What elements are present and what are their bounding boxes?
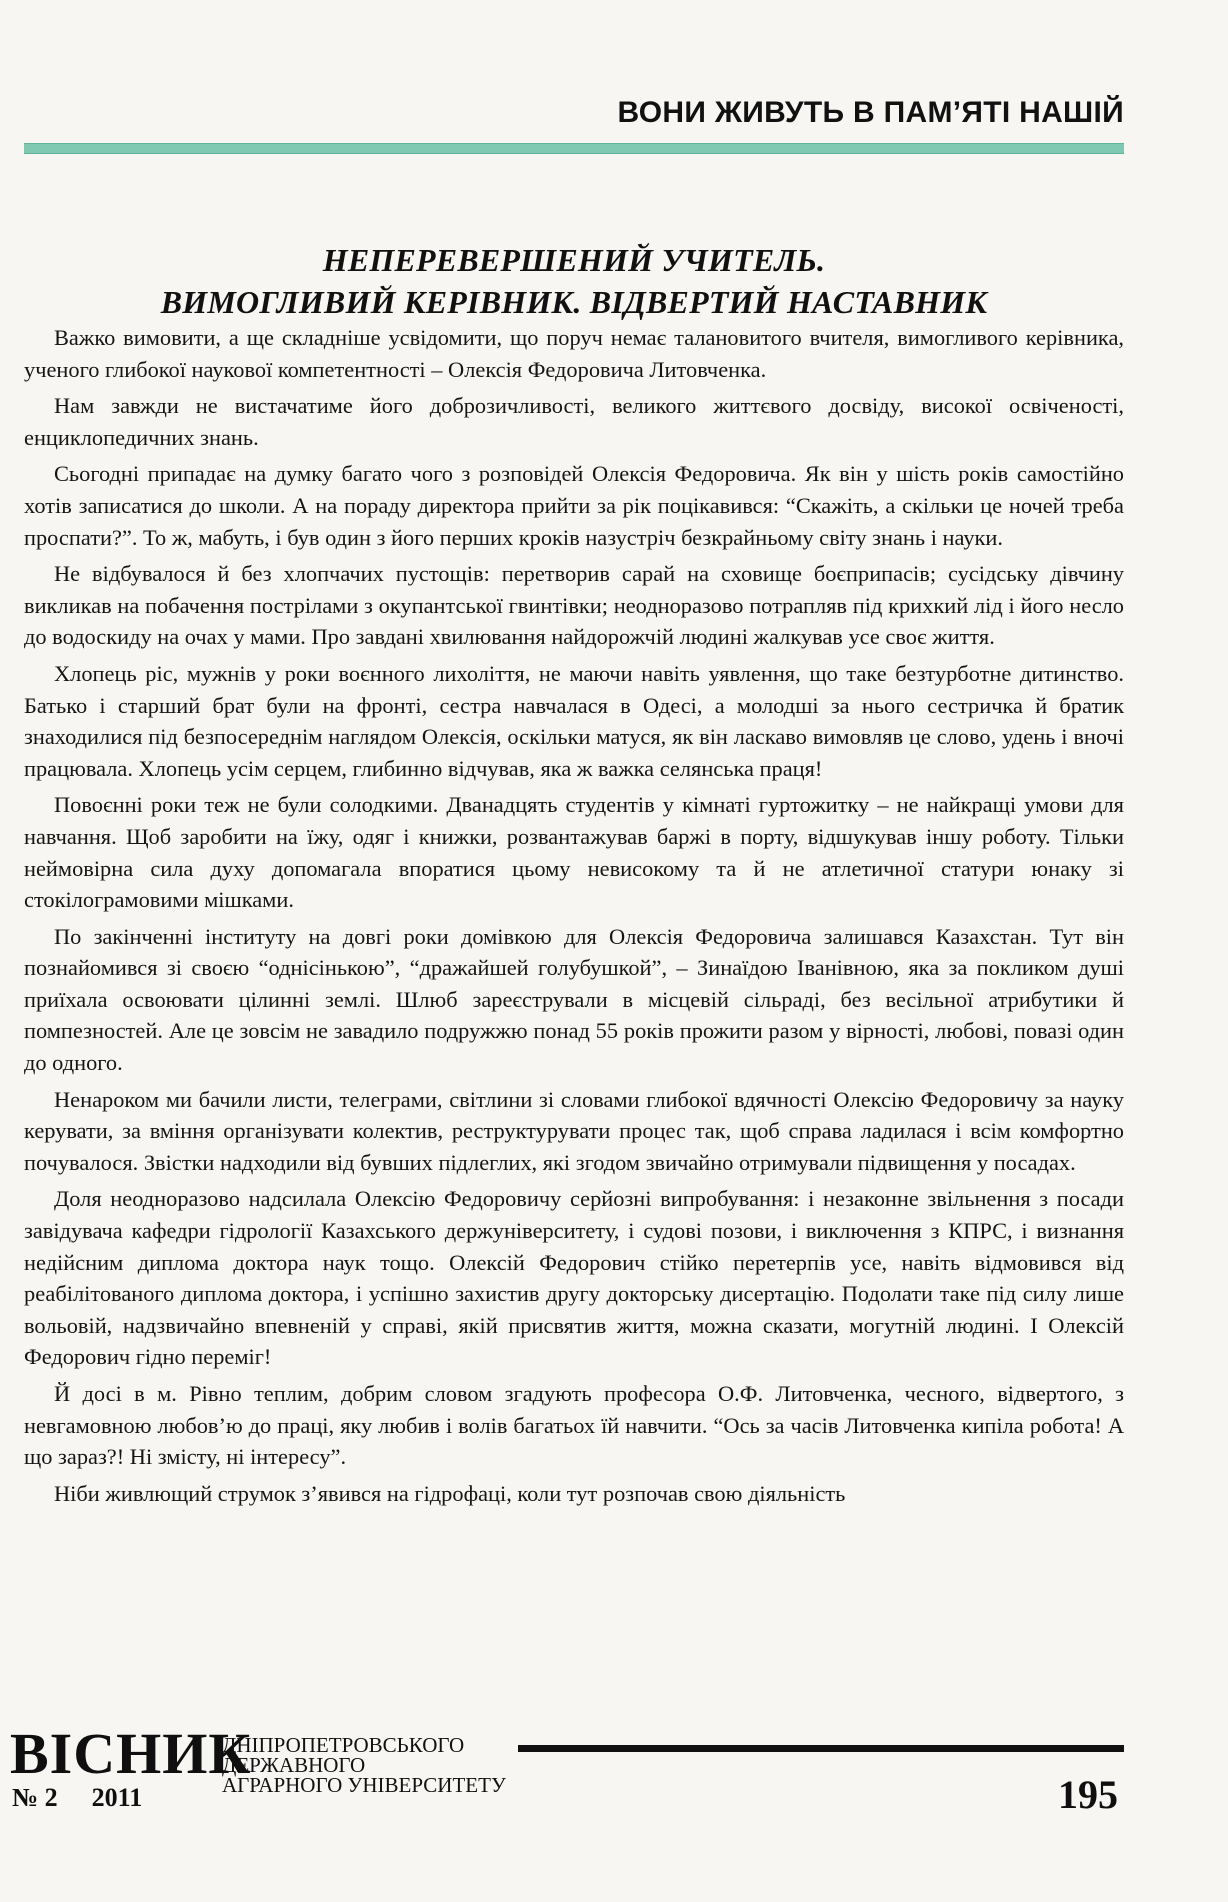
- paragraph: Нам завжди не вистачатиме його доброзичливості, великого життєвого досвіду, високої освіченості, енциклопедичних знань.: [24, 393, 1124, 450]
- publisher-line-1: ДНІПРОПЕТРОВСЬКОГО: [222, 1733, 465, 1757]
- paragraph: Ніби живлющий струмок з’явився на гідрофаці, коли тут розпочав свою діяльність: [54, 1480, 846, 1506]
- header-rule: [24, 143, 1124, 154]
- paragraph: По закінченні інституту на довгі роки домівкою для Олексія Федоровича залишався Казахстан. Тут він познайомився зі своєю “однісінькою”, “дражайшей голубушкой”, – Зинаїдою Іванівною, яка за покликом душі приїхала освоювати цілинні землі. Шлюб зареєстрували в місцевій сільраді, без весільної атрибутики й помпезностей. Але це зовсім не завадило подружжю понад 55 років прожити разом у вірності, любові, повазі один до одного.: [24, 923, 1124, 1076]
- paragraph: Сьогодні припадає на думку багато чого з розповідей Олексія Федоровича. Як він у шість років самостійно хотів записатися до школи. А на пораду директора прийти за рік поцікавився: “Скажіть, а скільки це ночей треба проспати?”. То ж, мабуть, і був один з його перших кроків назустріч безкрайньому світу знань і науки.: [24, 461, 1124, 550]
- article-title: [24, 239, 1124, 323]
- page-footer: [0, 1721, 1228, 1845]
- article-title-line-1: НЕПЕРЕВЕРШЕНИЙ УЧИТЕЛЬ.: [322, 242, 826, 279]
- article-title-line-2: ВИМОГЛИВИЙ КЕРІВНИК. ВІДВЕРТИЙ НАСТАВНИК: [160, 284, 988, 321]
- paragraph: Повоєнні роки теж не були солодкими. Дванадцять студентів у кімнаті гуртожитку – не найкращі умови для навчання. Щоб заробити на їжу, одяг і книжки, розвантажував баржі в порту, відшукував іншу роботу. Тільки неймовірна сила духу допомагала впоратися цьому невисокому та й не атлетичної статури юнаку зі стокілограмовими мішками.: [24, 792, 1124, 913]
- publisher-line-2: ДЕРЖАВНОГО: [222, 1753, 366, 1777]
- issue-line: [12, 1783, 142, 1813]
- paragraph: Не відбувалося й без хлопчачих пустощів: перетворив сарай на сховище боєприпасів; сусідську дівчину викликав на побачення пострілами з окупантської гвинтівки; неодноразово потрапляв під крихкий лід і його несло до водоскиду на очах у мами. Про завдані хвилювання найдорожчій людині жалкував усе своє життя.: [24, 561, 1124, 650]
- paragraph: Хлопець ріс, мужнів у роки воєнного лихоліття, не маючи навіть уявлення, що таке безтурботне дитинство. Батько і старший брат були на фронті, сестра навчалася в Одесі, а молодші за нього сестричка й братик знаходилися під безпосереднім наглядом Олексія, оскільки матуся, як він ласкаво вимовляв це слово, удень і вночі працювала. Хлопець усім серцем, глибинно відчував, яка ж важка селянська праця!: [24, 660, 1124, 781]
- article-body: [24, 322, 1124, 1514]
- page-number: 195: [1058, 1772, 1118, 1817]
- publisher-name: [222, 1735, 506, 1795]
- section-running-head: ВОНИ ЖИВУТЬ В ПАМ’ЯТІ НАШІЙ: [617, 96, 1124, 129]
- paragraph: Важко вимовити, а ще складніше усвідомити, що поруч немає талановитого вчителя, вимогливого керівника, ученого глибокої наукової компетентності – Олексія Федоровича Литовченка.: [24, 325, 1124, 382]
- issue-year: 2011: [91, 1783, 143, 1812]
- paragraph: Доля неодноразово надсилала Олексію Федоровичу серйозні випробування: і незаконне звільнення з посади завідувача кафедри гідрології Казахського держуніверситету, і судові позови, і виключення з КПРС, і визнання недійсним диплома доктора наук тощо. Олексій Федорович стійко перетерпів усе, навіть відмовився від реабілітованого диплома доктора, і успішно захистив другу докторську дисертацію. Подолати таке під силу лише вольовій, надзвичайно впевненій у справі, якій присвятив життя, можна сказати, могутній людині. І Олексій Федорович гідно переміг!: [24, 1186, 1124, 1370]
- journal-logo: ВІСНИК: [10, 1721, 252, 1786]
- paragraph: Ненароком ми бачили листи, телеграми, світлини зі словами глибокої вдячності Олексію Федоровичу за науку керувати, за вміння організувати колектив, реструктурувати процес так, щоб справа ладилася і всім комфортно почувалося. Звістки надходили від бувших підлеглих, які згодом звичайно отримували підвищення у посадах.: [24, 1086, 1124, 1175]
- footer-rule: [518, 1745, 1124, 1752]
- paragraph: Й досі в м. Рівно теплим, добрим словом згадують професора О.Ф. Литовченка, чесного, відвертого, з невгамовною любов’ю до праці, яку любив і волів багатьох їй навчити. “Ось за часів Литовченка кипіла робота! А що зараз?! Ні змісту, ні інтересу”.: [24, 1381, 1124, 1470]
- publisher-line-3: АГРАРНОГО УНІВЕРСИТЕТУ: [222, 1773, 506, 1797]
- issue-number: № 2: [12, 1783, 58, 1812]
